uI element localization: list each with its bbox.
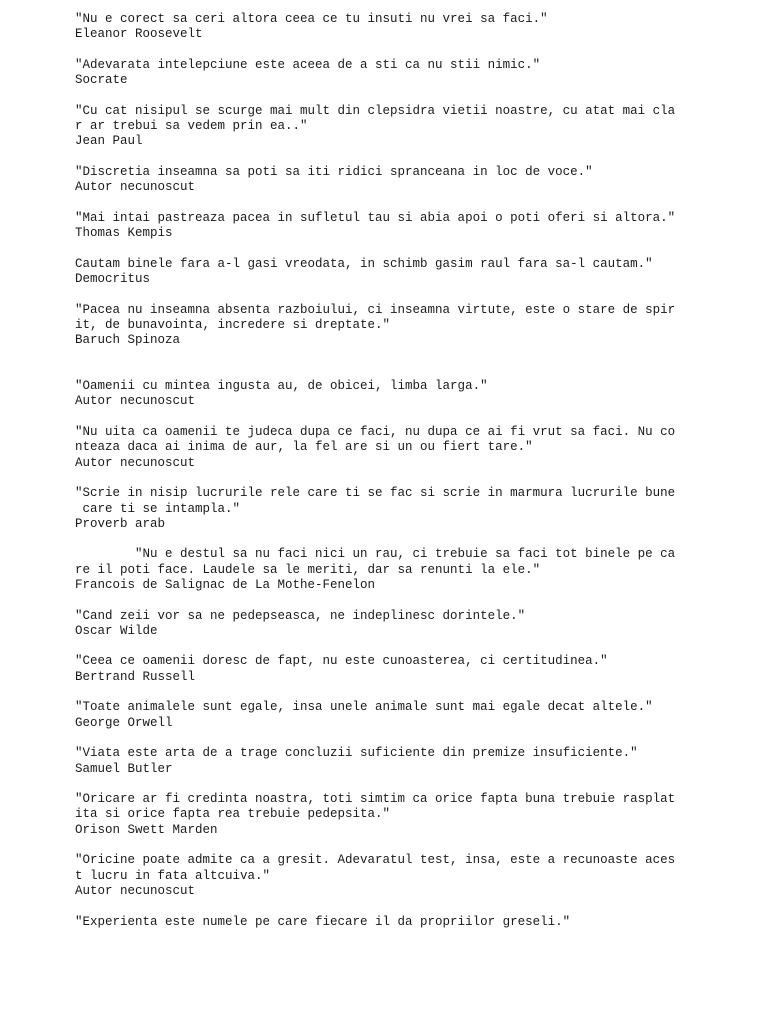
text-line: "Experienta este numele pe care fiecare il da propriilor greseli.": [75, 914, 571, 929]
text-line: Autor necunoscut: [75, 180, 196, 195]
text-line: Autor necunoscut: [75, 394, 196, 409]
text-line: "Oricine poate admite ca a gresit. Adevaratul test, insa, este a recunoaste aces: [75, 853, 676, 868]
blank-line: [75, 241, 755, 256]
text-line: "Adevarata intelepciune este aceea de a sti ca nu stii nimic.": [75, 57, 541, 72]
text-line: "Pacea nu inseamna absenta razboiului, ci inseamna virtute, este o stare de spir: [75, 302, 676, 317]
blank-line: [75, 593, 755, 608]
text-line: Democritus: [75, 272, 151, 287]
text-line: "Nu e corect sa ceri altora ceea ce tu insuti nu vrei sa faci.": [75, 12, 548, 26]
text-line: "Oamenii cu mintea ingusta au, de obicei, limba larga.": [75, 379, 488, 394]
blank-line: [75, 731, 755, 746]
text-line: re il poti face. Laudele sa le meriti, dar sa renunti la ele.": [75, 562, 541, 577]
text-line: Thomas Kempis: [75, 226, 173, 241]
text-line: Autor necunoscut: [75, 883, 196, 898]
text-line: Cautam binele fara a-l gasi vreodata, in schimb gasim raul fara sa-l cautam.": [75, 256, 653, 271]
text-line: Samuel Butler: [75, 761, 173, 776]
text-line: Jean Paul: [75, 134, 143, 149]
text-line: "Oricare ar fi credinta noastra, toti simtim ca orice fapta buna trebuie rasplat: [75, 792, 676, 807]
text-line: it, de bunavointa, incredere si dreptate.": [75, 317, 391, 332]
blank-line: [75, 471, 755, 486]
text-line: Oscar Wilde: [75, 623, 158, 638]
blank-line: [75, 150, 755, 165]
text-line: Francois de Salignac de La Mothe-Fenelon: [75, 577, 376, 592]
blank-line: [75, 287, 755, 302]
blank-line: [75, 364, 755, 379]
text-line: ita si orice fapta rea trebuie pedepsita.": [75, 807, 391, 822]
blank-line: [75, 349, 755, 364]
text-line: Bertrand Russell: [75, 669, 196, 684]
text-line: Proverb arab: [75, 516, 166, 531]
blank-line: [75, 838, 755, 853]
text-line: Baruch Spinoza: [75, 333, 181, 348]
text-line: "Viata este arta de a trage concluzii suficiente din premize insuficiente.": [75, 746, 638, 761]
text-line: t lucru in fata altcuiva.": [75, 868, 271, 883]
blank-line: [75, 899, 755, 914]
text-line: Orison Swett Marden: [75, 822, 218, 837]
text-line: "Toate animalele sunt egale, insa unele animale sunt mai egale decat altele.": [75, 700, 653, 715]
text-line: "Cand zeii vor sa ne pedepseasca, ne indeplinesc dorintele.": [75, 608, 526, 623]
quotes-text: [75, 12, 755, 930]
blank-line: [75, 88, 755, 103]
text-line: "Cu cat nisipul se scurge mai mult din clepsidra vietii noastre, cu atat mai cla: [75, 103, 676, 118]
text-line: Autor necunoscut: [75, 455, 196, 470]
text-line: nteaza daca ai inima de aur, la fel are si un ou fiert tare.": [75, 440, 533, 455]
text-line: Eleanor Roosevelt: [75, 27, 203, 42]
text-line: "Nu e destul sa nu faci nici un rau, ci trebuie sa faci tot binele pe ca: [75, 547, 676, 562]
text-line: "Ceea ce oamenii doresc de fapt, nu este cunoasterea, ci certitudinea.": [75, 654, 608, 669]
blank-line: [75, 410, 755, 425]
text-line: r ar trebui sa vedem prin ea..": [75, 119, 308, 134]
text-line: Socrate: [75, 73, 128, 88]
blank-line: [75, 532, 755, 547]
text-line: "Scrie in nisip lucrurile rele care ti se fac si scrie in marmura lucrurile bune: [75, 486, 676, 501]
blank-line: [75, 639, 755, 654]
text-line: care ti se intampla.": [75, 501, 241, 516]
text-line: "Mai intai pastreaza pacea in sufletul tau si abia apoi o poti oferi si altora.": [75, 210, 676, 225]
blank-line: [75, 777, 755, 792]
blank-line: [75, 43, 755, 58]
text-line: George Orwell: [75, 715, 173, 730]
blank-line: [75, 685, 755, 700]
text-line: "Discretia inseamna sa poti sa iti ridici spranceana in loc de voce.": [75, 164, 593, 179]
text-line: "Nu uita ca oamenii te judeca dupa ce faci, nu dupa ce ai fi vrut sa faci. Nu co: [75, 425, 676, 440]
blank-line: [75, 196, 755, 211]
